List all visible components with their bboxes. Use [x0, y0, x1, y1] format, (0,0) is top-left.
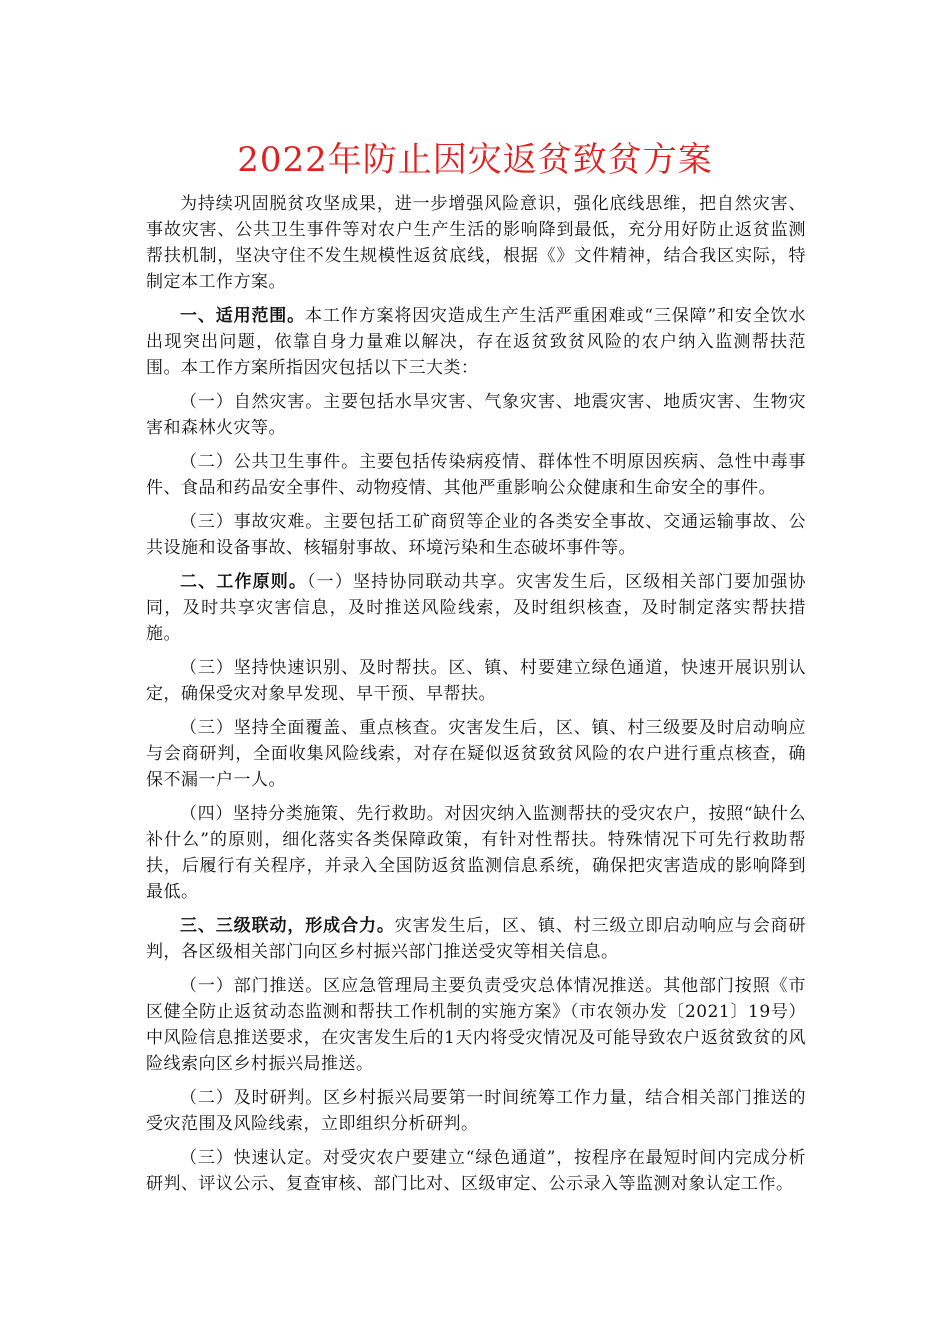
document-body: [146, 191, 806, 1197]
paragraph-three-level-linkage: [146, 913, 806, 965]
paragraph-department-push: [146, 973, 806, 1077]
paragraph-text: （三）快速认定。对受灾农户要建立“绿色通道”，按程序在最短时间内完成分析研判、评议公示、复查审核、部门比对、区级审定、公示录入等监测对象认定工作。: [146, 1148, 806, 1194]
paragraph-text: （三）事故灾难。主要包括工矿商贸等企业的各类安全事故、交通运输事故、公共设施和设备事故、核辐射事故、环境污染和生态破坏事件等。: [146, 512, 806, 558]
paragraph-intro: [146, 191, 806, 295]
paragraph-heading: 三、三级联动，形成合力。: [180, 916, 395, 936]
paragraph-rapid-determination: [146, 1145, 806, 1197]
paragraph-text: （三）坚持快速识别、及时帮扶。区、镇、村要建立绿色通道，快速开展识别认定，确保受灾对象早发现、早干预、早帮扶。: [146, 658, 806, 704]
paragraph-principles: [146, 569, 806, 647]
paragraph-text: （一）自然灾害。主要包括水旱灾害、气象灾害、地震灾害、地质灾害、生物灾害和森林火灾等。: [146, 392, 806, 438]
paragraph-text: 灾害发生后，区、镇、村三级立即启动响应与会商研判，各区级相关部门向区乡村振兴部门推送受灾等相关信息。: [146, 916, 806, 962]
paragraph-classified-measures: [146, 801, 806, 905]
paragraph-text: （二）公共卫生事件。主要包括传染病疫情、群体性不明原因疾病、急性中毒事件、食品和药品安全事件、动物疫情、其他严重影响公众健康和生命安全的事件。: [146, 452, 806, 498]
paragraph-text: （四）坚持分类施策、先行救助。对因灾纳入监测帮扶的受灾农户，按照“缺什么补什么”的原则，细化落实各类保障政策，有针对性帮扶。特殊情况下可先行救助帮扶，后履行有关程序，并录入全国防返贫监测信息系统，确保把灾害造成的影响降到最低。: [146, 804, 806, 902]
paragraph-accidents: [146, 509, 806, 561]
paragraph-public-health: [146, 449, 806, 501]
paragraph-heading: 一、适用范围。: [180, 306, 306, 326]
paragraph-natural-disaster: [146, 389, 806, 441]
document-title: 2022年防止因灾返贫致贫方案: [237, 140, 713, 180]
paragraph-text: 为持续巩固脱贫攻坚成果，进一步增强风险意识，强化底线思维，把自然灾害、事故灾害、公共卫生事件等对农户生产生活的影响降到最低，充分用好防止返贫监测帮扶机制，坚决守住不发生规模性返贫底线，根据《》文件精神，结合我区实际，特制定本工作方案。: [146, 194, 806, 292]
paragraph-scope: [146, 303, 806, 381]
paragraph-full-coverage: [146, 715, 806, 793]
paragraph-heading: 二、工作原则。: [180, 572, 308, 592]
paragraph-rapid-identification: [146, 655, 806, 707]
paragraph-timely-assessment: [146, 1085, 806, 1137]
paragraph-text: 本工作方案将因灾造成生产生活严重困难或“三保障”和安全饮水出现突出问题，依靠自身力量难以解决，存在返贫致贫风险的农户纳入监测帮扶范围。本工作方案所指因灾包括以下三大类：: [146, 306, 806, 378]
paragraph-text: （一）坚持协同联动共享。灾害发生后，区级相关部门要加强协同，及时共享灾害信息，及时推送风险线索，及时组织核查，及时制定落实帮扶措施。: [146, 572, 807, 644]
paragraph-text: （一）部门推送。区应急管理局主要负责受灾总体情况推送。其他部门按照《市区健全防止返贫动态监测和帮扶工作机制的实施方案》（市农领办发〔2021〕19号）中风险信息推送要求，在灾害发生后的1天内将受灾情况及可能导致农户返贫致贫的风险线索向区乡村振兴局推送。: [146, 976, 806, 1074]
paragraph-text: （三）坚持全面覆盖、重点核查。灾害发生后，区、镇、村三级要及时启动响应与会商研判，全面收集风险线索，对存在疑似返贫致贫风险的农户进行重点核查，确保不漏一户一人。: [146, 718, 806, 790]
paragraph-text: （二）及时研判。区乡村振兴局要第一时间统筹工作力量，结合相关部门推送的受灾范围及风险线索，立即组织分析研判。: [146, 1088, 806, 1134]
